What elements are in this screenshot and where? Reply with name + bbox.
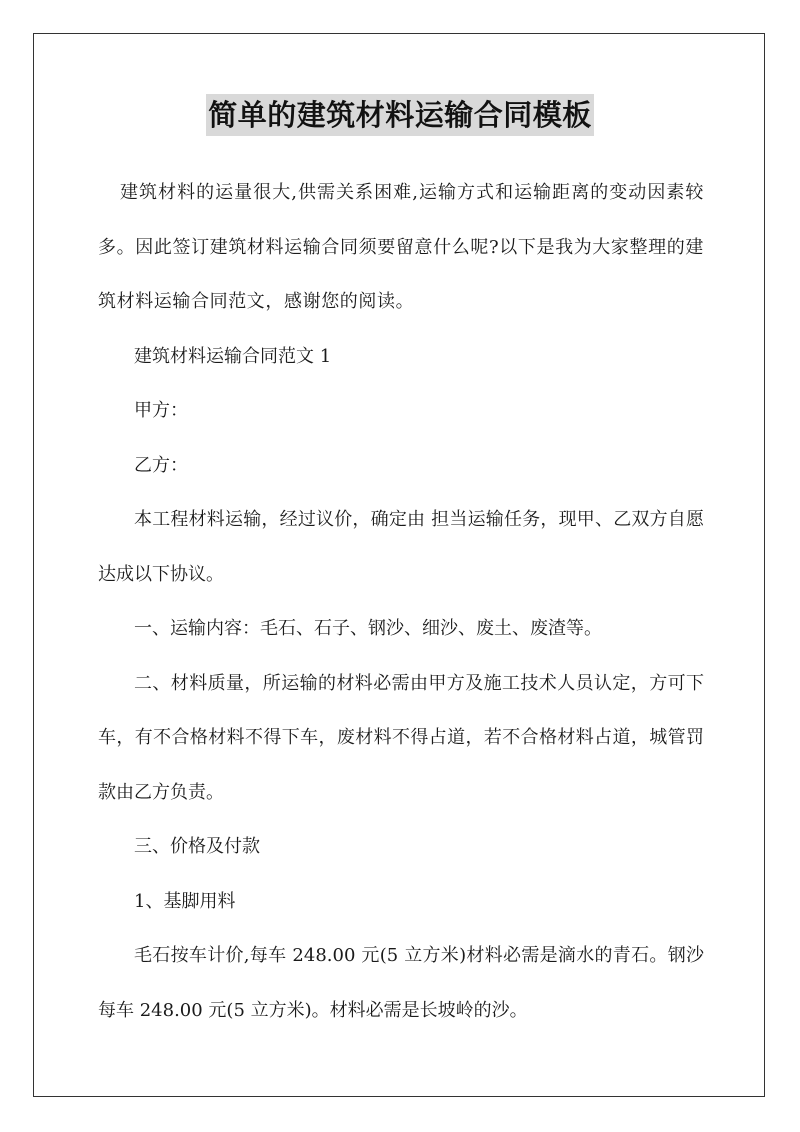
clause-price-payment: 三、价格及付款 — [134, 836, 260, 857]
pricing-paragraph: 毛石按车计价,每车 248.00 元(5 立方米)材料必需是滴水的青石。钢沙每车 248.00 元(5 立方米)。材料必需是长坡岭的沙。 — [98, 945, 704, 1021]
clause-material-quality: 二、材料质量，所运输的材料必需由甲方及施工技术人员认定，方可下车，有不合格材料不得下车，废材料不得占道，若不合格材料占道，城管罚款由乙方负责。 — [98, 672, 704, 803]
intro-paragraph: 建筑材料的运量很大,供需关系困难,运输方式和运输距离的变动因素较多。因此签订建筑材料运输合同须要留意什么呢?以下是我为大家整理的建筑材料运输合同范文，感谢您的阅读。 — [98, 182, 704, 312]
document-body — [98, 166, 704, 1038]
document-title: 简单的建筑材料运输合同模板 — [206, 94, 594, 136]
subclause-foundation-materials: 1、基脚用料 — [134, 890, 236, 912]
agreement-paragraph: 本工程材料运输，经过议价，确定由 担当运输任务，现甲、乙双方自愿达成以下协议。 — [98, 509, 704, 585]
clause-transport-content: 一、运输内容：毛石、石子、钢沙、细沙、废土、废渣等。 — [134, 618, 602, 639]
party-b-label: 乙方： — [134, 454, 188, 476]
party-a-label: 甲方： — [134, 400, 188, 421]
section-heading-sample-1: 建筑材料运输合同范文 1 — [134, 345, 332, 367]
title-container — [0, 94, 800, 136]
